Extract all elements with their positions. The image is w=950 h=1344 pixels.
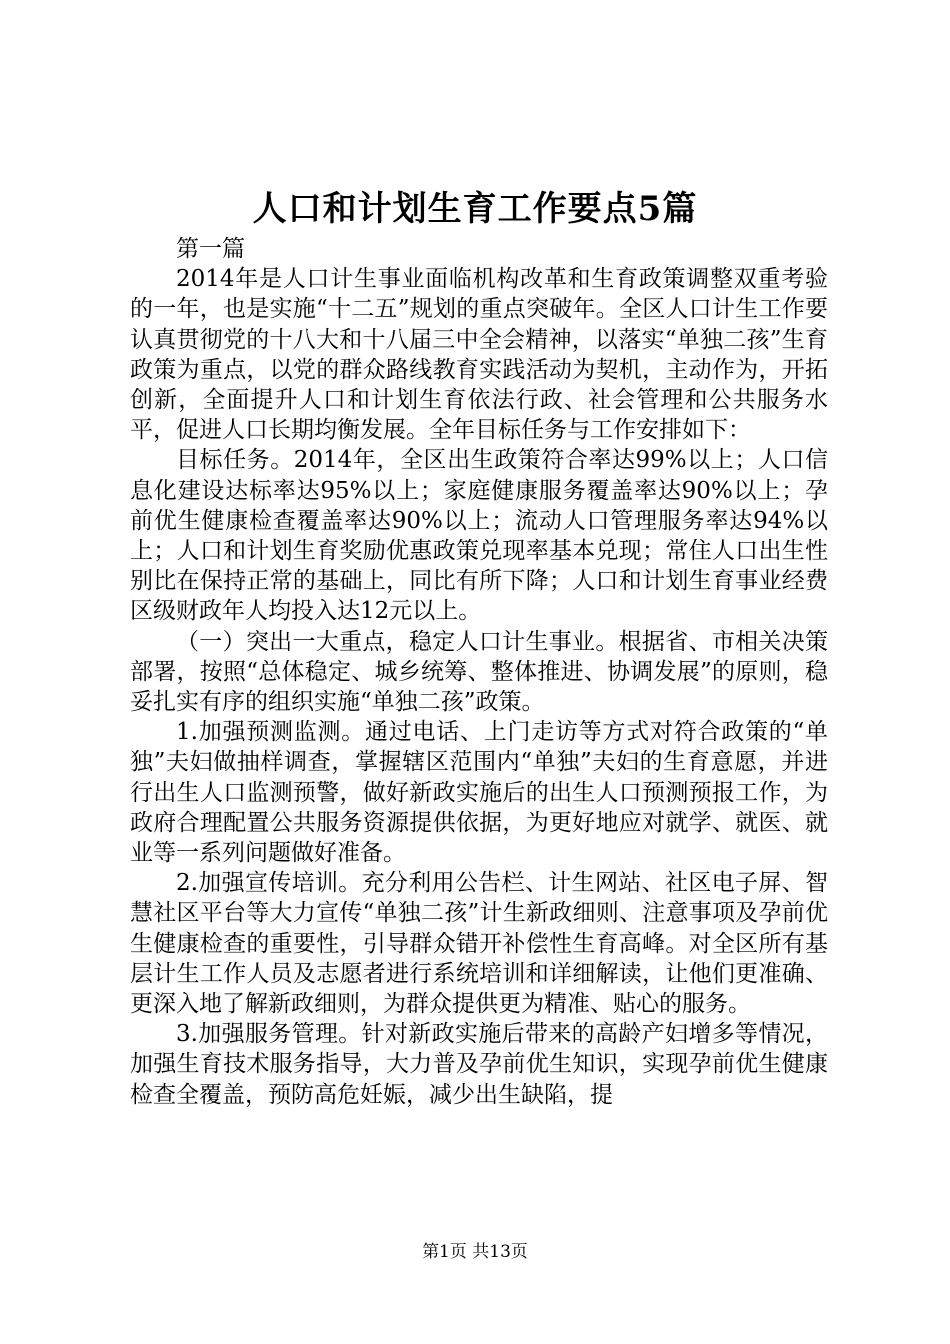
paragraph: 目标任务。2014年，全区出生政策符合率达99%以上；人口信息化建设达标率达95%以上；家庭健康服务覆盖率达90%以上；孕前优生健康检查覆盖率达90%以上；流动人口管理服务率达94%以上；人口和计划生育奖励优惠政策兑现率基本兑现；常住人口出生性别比在保持正常的基础上，同比有所下降；人口和计划生育事业经费区级财政年人均投入达12元以上。 — [130, 447, 828, 625]
paragraph: 2.加强宣传培训。充分利用公告栏、计生网站、社区电子屏、智慧社区平台等大力宣传“单独二孩”计生新政细则、注意事项及孕前优生健康检查的重要性，引导群众错开补偿性生育高峰。对全区所有基层计生工作人员及志愿者进行系统培训和详细解读，让他们更准确、更深入地了解新政细则，为群众提供更为精准、贴心的服务。 — [130, 870, 828, 1018]
section-heading: 第一篇 — [176, 236, 245, 262]
paragraph: 2014年是人口计生事业面临机构改革和生育政策调整双重考验的一年，也是实施“十二五”规划的重点突破年。全区人口计生工作要认真贯彻党的十八大和十八届三中全会精神，以落实“单独二孩”生育政策为重点，以党的群众路线教育实践活动为契机，主动作为，开拓创新，全面提升人口和计划生育依法行政、社会管理和公共服务水平，促进人口长期均衡发展。全年目标任务与工作安排如下： — [130, 266, 828, 444]
document-title: 人口和计划生育工作要点5篇 — [252, 189, 698, 229]
page-number-footer: 第1页 共13页 — [422, 1242, 528, 1262]
paragraph: 1.加强预测监测。通过电话、上门走访等方式对符合政策的“单独”夫妇做抽样调查，掌握辖区范围内“单独”夫妇的生育意愿，并进行出生人口监测预警，做好新政实施后的出生人口预测预报工作，为政府合理配置公共服务资源提供依据，为更好地应对就学、就医、就业等一系列问题做好准备。 — [130, 719, 828, 867]
paragraph: （一）突出一大重点，稳定人口计生事业。根据省、市相关决策部署，按照“总体稳定、城乡统筹、整体推进、协调发展”的原则，稳妥扎实有序的组织实施“单独二孩”政策。 — [130, 628, 828, 716]
paragraph: 3.加强服务管理。针对新政实施后带来的高龄产妇增多等情况，加强生育技术服务指导，大力普及孕前优生知识，实现孕前优生健康检查全覆盖，预防高危妊娠，减少出生缺陷，提 — [130, 1021, 828, 1108]
document-body — [130, 234, 828, 1110]
